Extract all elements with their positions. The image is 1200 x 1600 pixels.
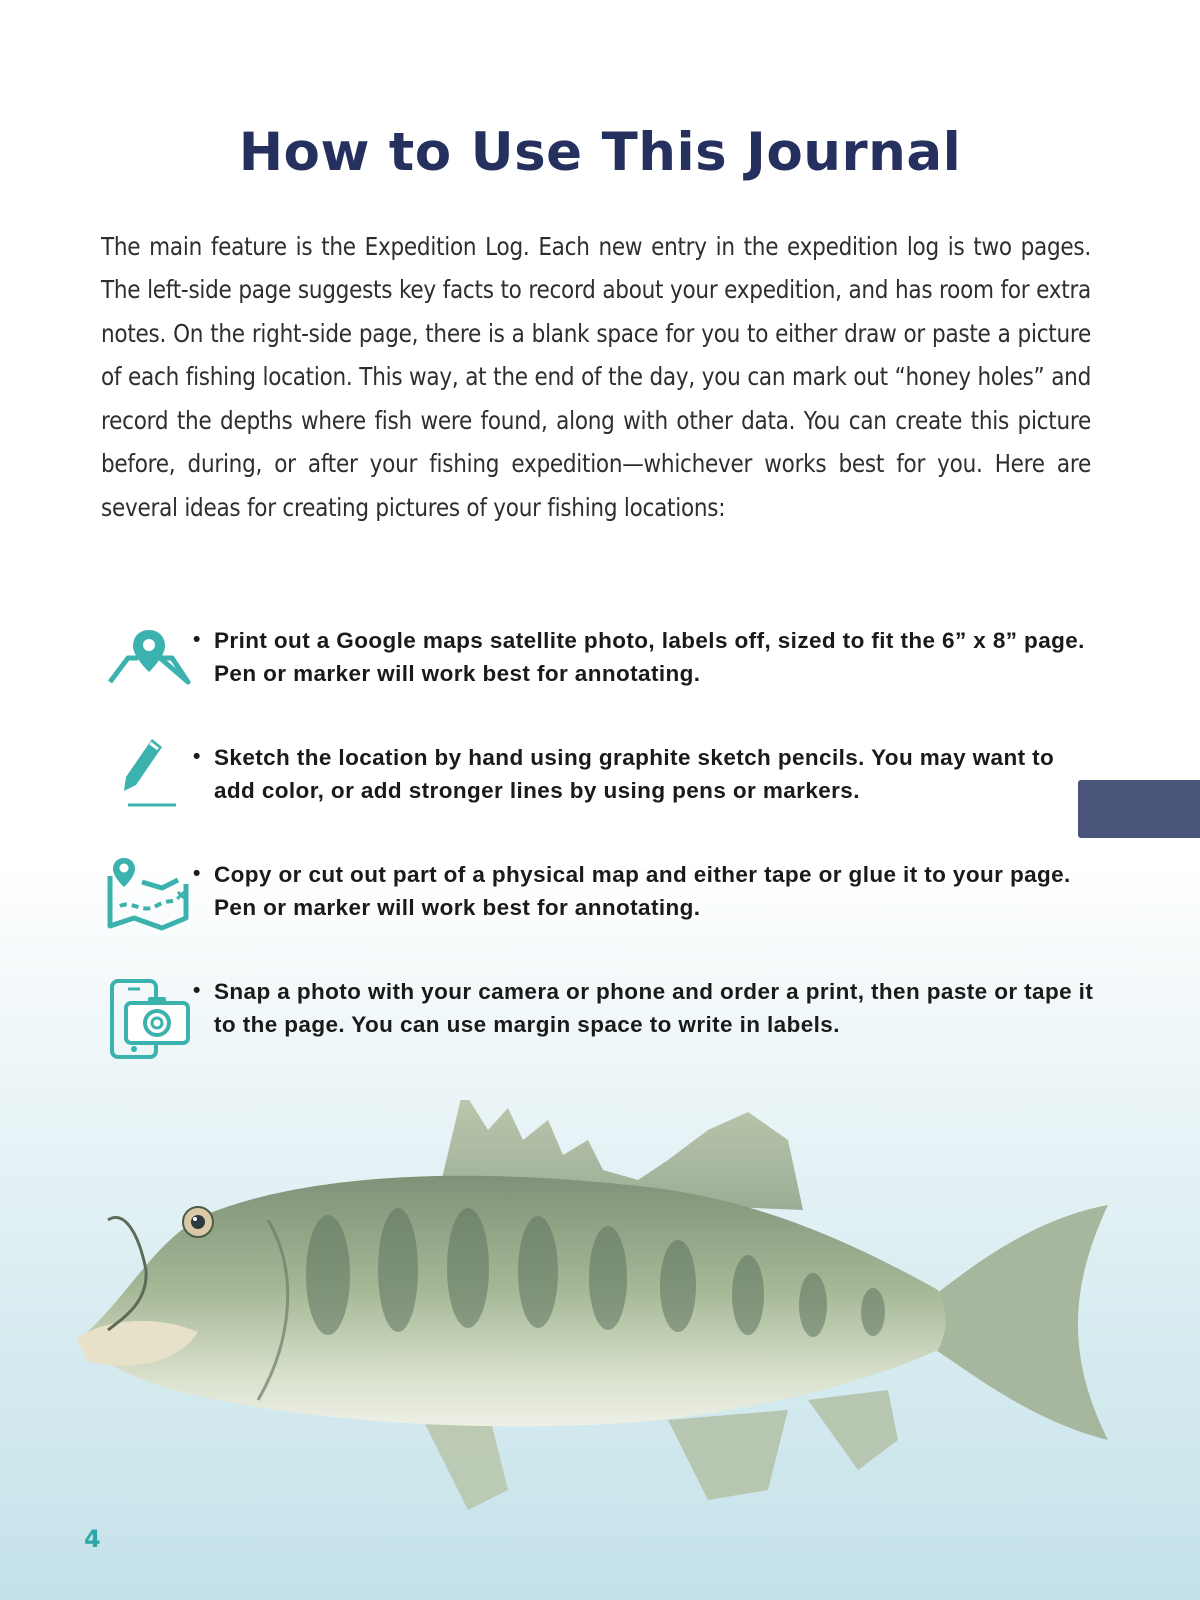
bullet: • — [193, 979, 201, 1002]
list-item-text: Snap a photo with your camera or phone and order a print, then paste or tape it to the page. You can use margin space to write in labels. — [214, 979, 1094, 1037]
folded-map-icon — [106, 854, 192, 940]
pencil-icon — [106, 733, 192, 819]
page-title: How to Use This Journal — [238, 122, 962, 183]
bullet: • — [193, 745, 201, 768]
page-tab — [1078, 780, 1200, 838]
phone-camera-icon — [106, 977, 192, 1063]
bullet: • — [193, 862, 201, 885]
intro-paragraph: The main feature is the Expedition Log. Each new entry in the expedition log is two pages. The left-side page suggests key facts to record about your expedition, and has room for extra notes. On the right-side page, there is a blank space for you to either draw or paste a picture of each fishing location. This way, at the end of the day, you can mark out “honey holes” and record the depths where fish were found, along with other data. You can create this picture before, during, or after your fishing expedition—whichever works best for you. Here are several ideas for creating pictures of your fishing locations: — [101, 231, 1091, 522]
bullet: • — [193, 628, 201, 651]
bass-fish-illustration — [68, 1100, 1148, 1520]
list-item-text: Copy or cut out part of a physical map and either tape or glue it to your page. Pen or marker will work best for annotating. — [214, 862, 1071, 920]
page-number: 4 — [84, 1525, 101, 1553]
list-item-text: Print out a Google maps satellite photo, labels off, sized to fit the 6” x 8” page. Pen or marker will work best for annotating. — [214, 628, 1085, 686]
list-item-text: Sketch the location by hand using graphite sketch pencils. You may want to add color, or add stronger lines by using pens or markers. — [214, 745, 1055, 803]
map-pin-icon — [106, 626, 192, 712]
